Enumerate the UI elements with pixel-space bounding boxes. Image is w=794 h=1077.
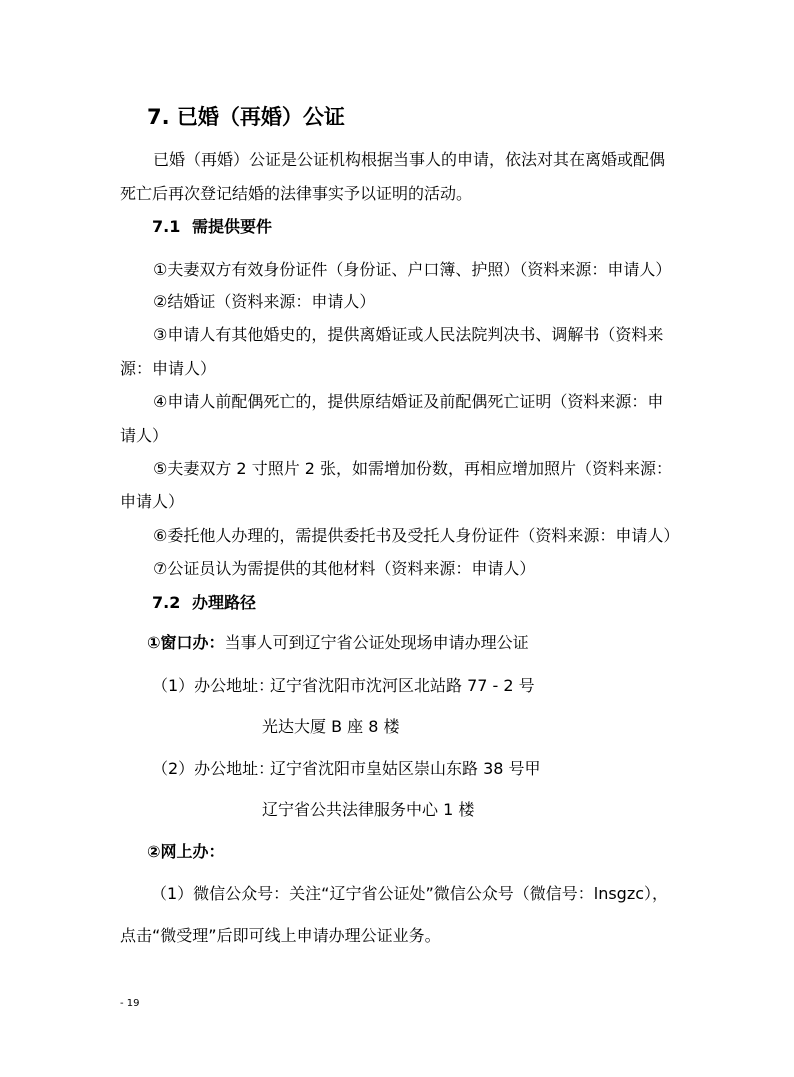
- requirement-item-4: ④申请人前配偶死亡的，提供原结婚证及前配偶死亡证明（资料来源：申: [153, 392, 664, 411]
- address-1-prefix: （1）办公地址：: [152, 676, 275, 695]
- address-1-line-1: 辽宁省沈阳市沈河区北站路 77 - 2 号: [270, 676, 535, 695]
- online-service-line-1: （1）微信公众号：关注“辽宁省公证处”微信公众号（微信号：lnsgzc），: [151, 884, 669, 903]
- intro-line-1: 已婚（再婚）公证是公证机构根据当事人的申请，依法对其在离婚或配偶: [153, 150, 666, 169]
- subsection-7-1-title: 需提供要件: [192, 217, 273, 236]
- subsection-7-2-title: 办理路径: [192, 593, 257, 612]
- address-2-line-2: 辽宁省公共法律服务中心 1 楼: [262, 800, 475, 819]
- address-2-prefix: （2）办公地址：: [152, 759, 275, 778]
- window-service-label: ①窗口办：: [147, 633, 225, 652]
- requirement-item-5-cont: 申请人）: [120, 492, 185, 511]
- requirement-item-4-cont: 请人）: [120, 426, 169, 445]
- address-1-line-2: 光达大厦 B 座 8 楼: [262, 717, 400, 736]
- intro-line-2: 死亡后再次登记结婚的法律事实予以证明的活动。: [120, 184, 473, 203]
- page-number: - 19: [120, 998, 140, 1009]
- requirement-item-1: ①夫妻双方有效身份证件（身份证、户口簿、护照）（资料来源：申请人）: [153, 260, 672, 279]
- online-service-label: ②网上办：: [147, 842, 225, 861]
- requirement-item-5: ⑤夫妻双方 2 寸照片 2 张，如需增加份数，再相应增加照片（资料来源：: [153, 459, 673, 478]
- subsection-7-1-number: 7.1: [152, 217, 181, 236]
- requirement-item-7: ⑦公证员认为需提供的其他材料（资料来源：申请人）: [153, 559, 536, 578]
- requirement-item-2: ②结婚证（资料来源：申请人）: [153, 292, 376, 311]
- subsection-7-2-number: 7.2: [152, 593, 181, 612]
- address-2-line-1: 辽宁省沈阳市皇姑区崇山东路 38 号甲: [270, 759, 541, 778]
- requirement-item-6: ⑥委托他人办理的，需提供委托书及受托人身份证件（资料来源：申请人）: [153, 526, 680, 545]
- section-title: 7. 已婚（再婚）公证: [147, 105, 345, 129]
- window-service-line: [147, 631, 529, 655]
- window-service-text: 当事人可到辽宁省公证处现场申请办理公证: [224, 633, 529, 652]
- requirement-item-3-cont: 源：申请人）: [120, 359, 217, 378]
- online-service-line-2: 点击“微受理”后即可线上申请办理公证业务。: [120, 926, 441, 945]
- requirement-item-3: ③申请人有其他婚史的，提供离婚证或人民法院判决书、调解书（资料来: [153, 325, 664, 344]
